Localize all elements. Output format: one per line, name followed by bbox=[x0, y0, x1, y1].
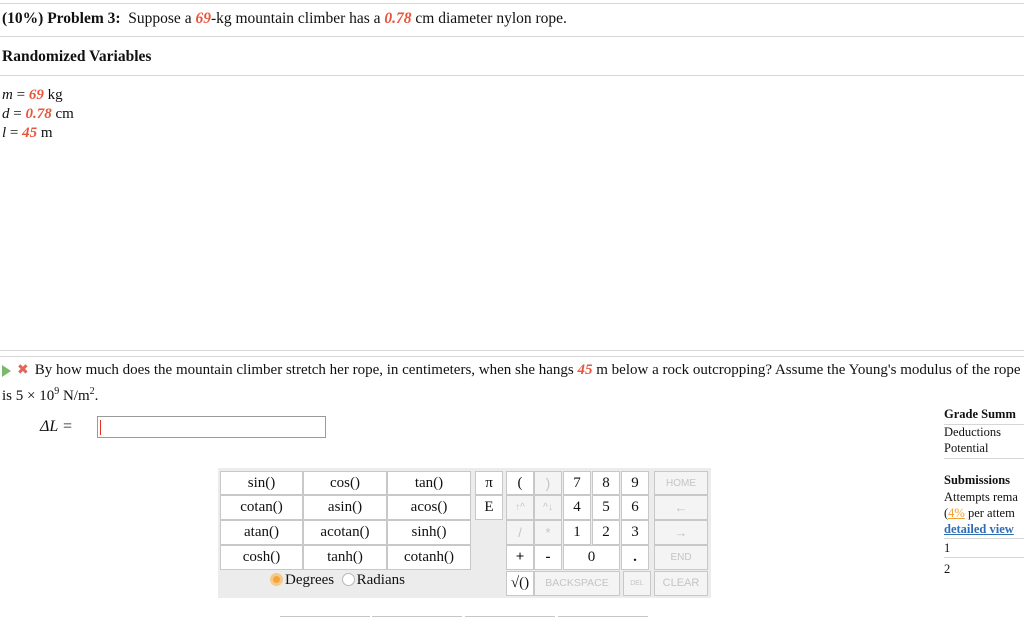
right-arrow-button[interactable]: → bbox=[654, 520, 708, 545]
divider bbox=[0, 356, 1024, 357]
problem-label: Problem 3: bbox=[47, 10, 121, 27]
nine-button[interactable]: 9 bbox=[621, 471, 649, 495]
deductions-label: Deductions bbox=[944, 425, 1001, 439]
top-divider bbox=[0, 3, 1024, 4]
divider bbox=[944, 538, 1024, 539]
question-length: 45 bbox=[577, 362, 593, 378]
answer-label: ΔL = bbox=[40, 418, 73, 435]
up-caret-button[interactable]: ↑^ bbox=[506, 495, 534, 520]
eight-button[interactable]: 8 bbox=[592, 471, 620, 495]
divider bbox=[0, 36, 1024, 37]
per-attempt-deduction: (4% per attem bbox=[944, 506, 1015, 520]
cos-button[interactable]: cos() bbox=[303, 471, 387, 495]
radians-radio[interactable] bbox=[342, 573, 355, 586]
problem-diameter: 0.78 bbox=[384, 10, 412, 27]
pi-button[interactable]: π bbox=[475, 471, 503, 495]
problem-mass: 69 bbox=[195, 10, 211, 27]
two-button[interactable]: 2 bbox=[592, 520, 620, 545]
minus-button[interactable]: - bbox=[534, 545, 562, 570]
potential-label: Potential bbox=[944, 441, 989, 455]
one-button[interactable]: 1 bbox=[563, 520, 591, 545]
bottom-control-edge bbox=[465, 616, 555, 617]
three-button[interactable]: 3 bbox=[621, 520, 649, 545]
degrees-radio[interactable] bbox=[270, 573, 283, 586]
submissions-title: Submissions bbox=[944, 473, 1011, 487]
radians-label: Radians bbox=[356, 572, 405, 588]
incorrect-icon: ✖ bbox=[17, 362, 29, 378]
problem-text: Suppose a bbox=[128, 10, 196, 27]
five-button[interactable]: 5 bbox=[592, 495, 620, 520]
tan-button[interactable]: tan() bbox=[387, 471, 471, 495]
six-button[interactable]: 6 bbox=[621, 495, 649, 520]
four-button[interactable]: 4 bbox=[563, 495, 591, 520]
divider bbox=[0, 75, 1024, 76]
calculator bbox=[218, 468, 711, 598]
seven-button[interactable]: 7 bbox=[563, 471, 591, 495]
bottom-control-edge bbox=[372, 616, 462, 617]
backspace-button[interactable]: BACKSPACE bbox=[534, 571, 620, 596]
submission-row: 2 bbox=[944, 562, 951, 576]
e-button[interactable]: E bbox=[475, 495, 503, 520]
sin-button[interactable]: sin() bbox=[220, 471, 303, 495]
problem-text: -kg mountain climber has a bbox=[210, 10, 385, 27]
asin-button[interactable]: asin() bbox=[303, 495, 387, 520]
acotan-button[interactable]: acotan() bbox=[303, 520, 387, 545]
attempts-remaining: Attempts rema bbox=[944, 490, 1018, 504]
divider bbox=[944, 458, 1024, 459]
plus-button[interactable]: + bbox=[506, 545, 534, 570]
end-button[interactable]: END bbox=[654, 545, 708, 570]
grade-summary-title: Grade Summ bbox=[944, 407, 1016, 421]
play-icon[interactable] bbox=[2, 365, 11, 377]
divide-button[interactable]: / bbox=[506, 520, 534, 545]
cotanh-button[interactable]: cotanh() bbox=[387, 545, 471, 570]
divider bbox=[0, 350, 1024, 351]
sinh-button[interactable]: sinh() bbox=[387, 520, 471, 545]
atan-button[interactable]: atan() bbox=[220, 520, 303, 545]
variable-d: d = 0.78 cm bbox=[2, 106, 74, 122]
cotan-button[interactable]: cotan() bbox=[220, 495, 303, 520]
cosh-button[interactable]: cosh() bbox=[220, 545, 303, 570]
text-cursor bbox=[100, 420, 101, 435]
delete-button[interactable]: DEL bbox=[623, 571, 651, 596]
zero-button[interactable]: 0 bbox=[563, 545, 620, 570]
randomized-variables-title: Randomized Variables bbox=[2, 48, 152, 65]
bottom-control-edge bbox=[280, 616, 370, 617]
left-arrow-button[interactable]: ← bbox=[654, 495, 708, 520]
degrees-label: Degrees bbox=[285, 572, 335, 588]
multiply-button[interactable]: * bbox=[534, 520, 562, 545]
detailed-view-link[interactable]: detailed view bbox=[944, 522, 1014, 536]
right-paren-button[interactable]: ) bbox=[534, 471, 562, 495]
problem-text: cm diameter nylon rope. bbox=[411, 10, 567, 27]
divider bbox=[944, 557, 1024, 558]
bottom-control-edge bbox=[558, 616, 648, 617]
left-paren-button[interactable]: ( bbox=[506, 471, 534, 495]
problem-weight: (10%) bbox=[2, 10, 44, 27]
acos-button[interactable]: acos() bbox=[387, 495, 471, 520]
down-caret-button[interactable]: ^↓ bbox=[534, 495, 562, 520]
angle-mode bbox=[270, 572, 405, 589]
question-text: ✖ By how much does the mountain climber stretch her rope, in centimeters, when she hangs 45 m below a rock outcropping? Assume the Young's modulus of the rope is $5 \times 10^9$ $N/m^2$. bbox=[2, 359, 1024, 407]
clear-button[interactable]: CLEAR bbox=[654, 571, 708, 596]
variable-m: m = 69 kg bbox=[2, 87, 63, 103]
decimal-button[interactable]: . bbox=[621, 545, 649, 570]
tanh-button[interactable]: tanh() bbox=[303, 545, 387, 570]
submission-row: 1 bbox=[944, 541, 951, 555]
sqrt-button[interactable]: √() bbox=[506, 571, 534, 596]
problem-statement bbox=[2, 10, 567, 28]
home-button[interactable]: HOME bbox=[654, 471, 708, 495]
variable-l: l = 45 m bbox=[2, 125, 53, 141]
answer-input[interactable] bbox=[97, 416, 326, 438]
